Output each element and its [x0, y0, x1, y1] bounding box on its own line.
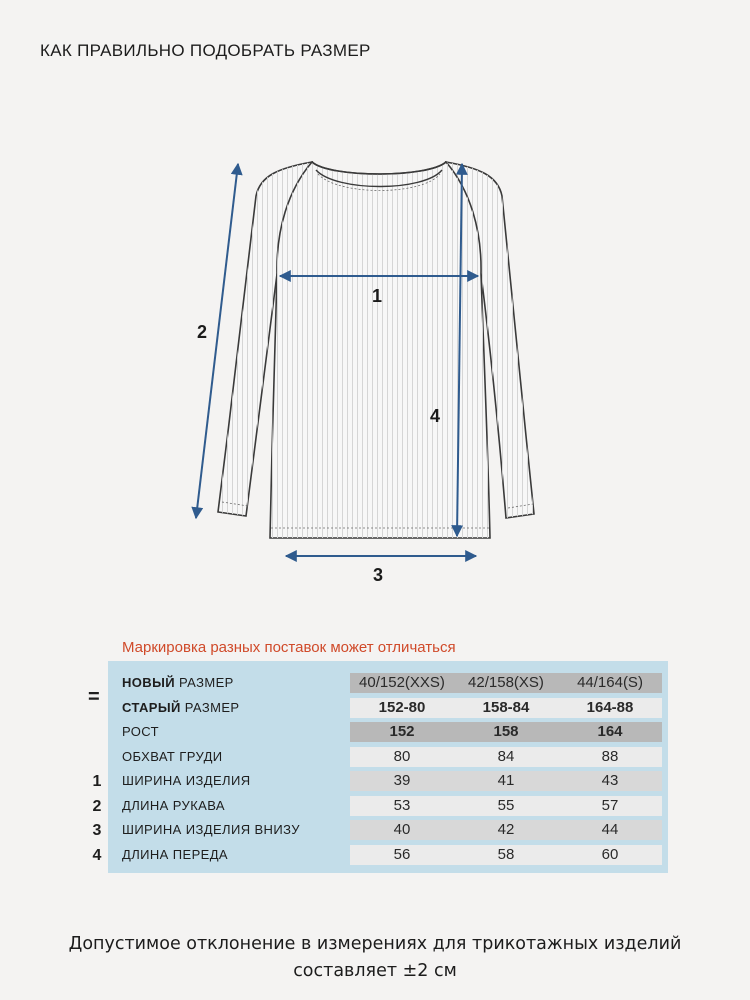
- row-label: НОВЫЙ РАЗМЕР: [122, 675, 234, 690]
- row-label: ДЛИНА РУКАВА: [122, 798, 225, 813]
- table-cell: 44: [558, 820, 662, 840]
- table-cell: 41: [454, 771, 558, 791]
- table-cell: 152-80: [350, 698, 454, 718]
- table-cell: 39: [350, 771, 454, 791]
- table-row: [108, 794, 668, 818]
- marker-2: 2: [197, 322, 208, 342]
- row-marker-3: 3: [92, 822, 102, 839]
- marker-1: 1: [372, 286, 383, 306]
- table-cell: 84: [454, 747, 558, 767]
- table-cell: 57: [558, 796, 662, 816]
- supply-notice: Маркировка разных поставок может отличаться: [122, 639, 456, 656]
- table-row: [108, 745, 668, 769]
- table-row: [108, 671, 668, 695]
- row-label: ОБХВАТ ГРУДИ: [122, 749, 223, 764]
- table-cell: 40: [350, 820, 454, 840]
- tolerance-note-line-2: составляет ±2 см: [293, 961, 457, 981]
- marker-4: 4: [430, 406, 441, 426]
- tolerance-note-line-1: Допустимое отклонение в измерениях для трикотажных изделий: [68, 934, 682, 954]
- row-marker-4: 4: [92, 847, 102, 864]
- table-row: [108, 843, 668, 867]
- marker-3: 3: [373, 565, 384, 585]
- table-cell: 42: [454, 820, 558, 840]
- row-label: ДЛИНА ПЕРЕДА: [122, 847, 228, 862]
- row-label: РОСТ: [122, 724, 159, 739]
- table-cell: 40/152(XXS): [350, 673, 454, 693]
- table-cell: 158: [454, 722, 558, 742]
- row-label: ШИРИНА ИЗДЕЛИЯ: [122, 773, 251, 788]
- table-row: [108, 696, 668, 720]
- row-marker-1: 1: [92, 773, 102, 790]
- table-cell: 164-88: [558, 698, 662, 718]
- table-cell: 42/158(XS): [454, 673, 558, 693]
- table-cell: 58: [454, 845, 558, 865]
- table-cell: 164: [558, 722, 662, 742]
- table-row: [108, 720, 668, 744]
- table-cell: 60: [558, 845, 662, 865]
- table-row: [108, 818, 668, 842]
- table-row: [108, 769, 668, 793]
- table-cell: 55: [454, 796, 558, 816]
- row-marker-2: 2: [92, 798, 102, 815]
- row-label: СТАРЫЙ РАЗМЕР: [122, 700, 240, 715]
- table-cell: 44/164(S): [558, 673, 662, 693]
- table-cell: 158-84: [454, 698, 558, 718]
- equals-sign: =: [88, 686, 100, 708]
- table-cell: 88: [558, 747, 662, 767]
- table-cell: 43: [558, 771, 662, 791]
- table-cell: 56: [350, 845, 454, 865]
- table-cell: 80: [350, 747, 454, 767]
- table-cell: 152: [350, 722, 454, 742]
- table-cell: 53: [350, 796, 454, 816]
- garment-outline: [218, 162, 534, 538]
- page-title: КАК ПРАВИЛЬНО ПОДОБРАТЬ РАЗМЕР: [40, 41, 371, 60]
- row-label: ШИРИНА ИЗДЕЛИЯ ВНИЗУ: [122, 822, 300, 837]
- size-table: [108, 661, 668, 873]
